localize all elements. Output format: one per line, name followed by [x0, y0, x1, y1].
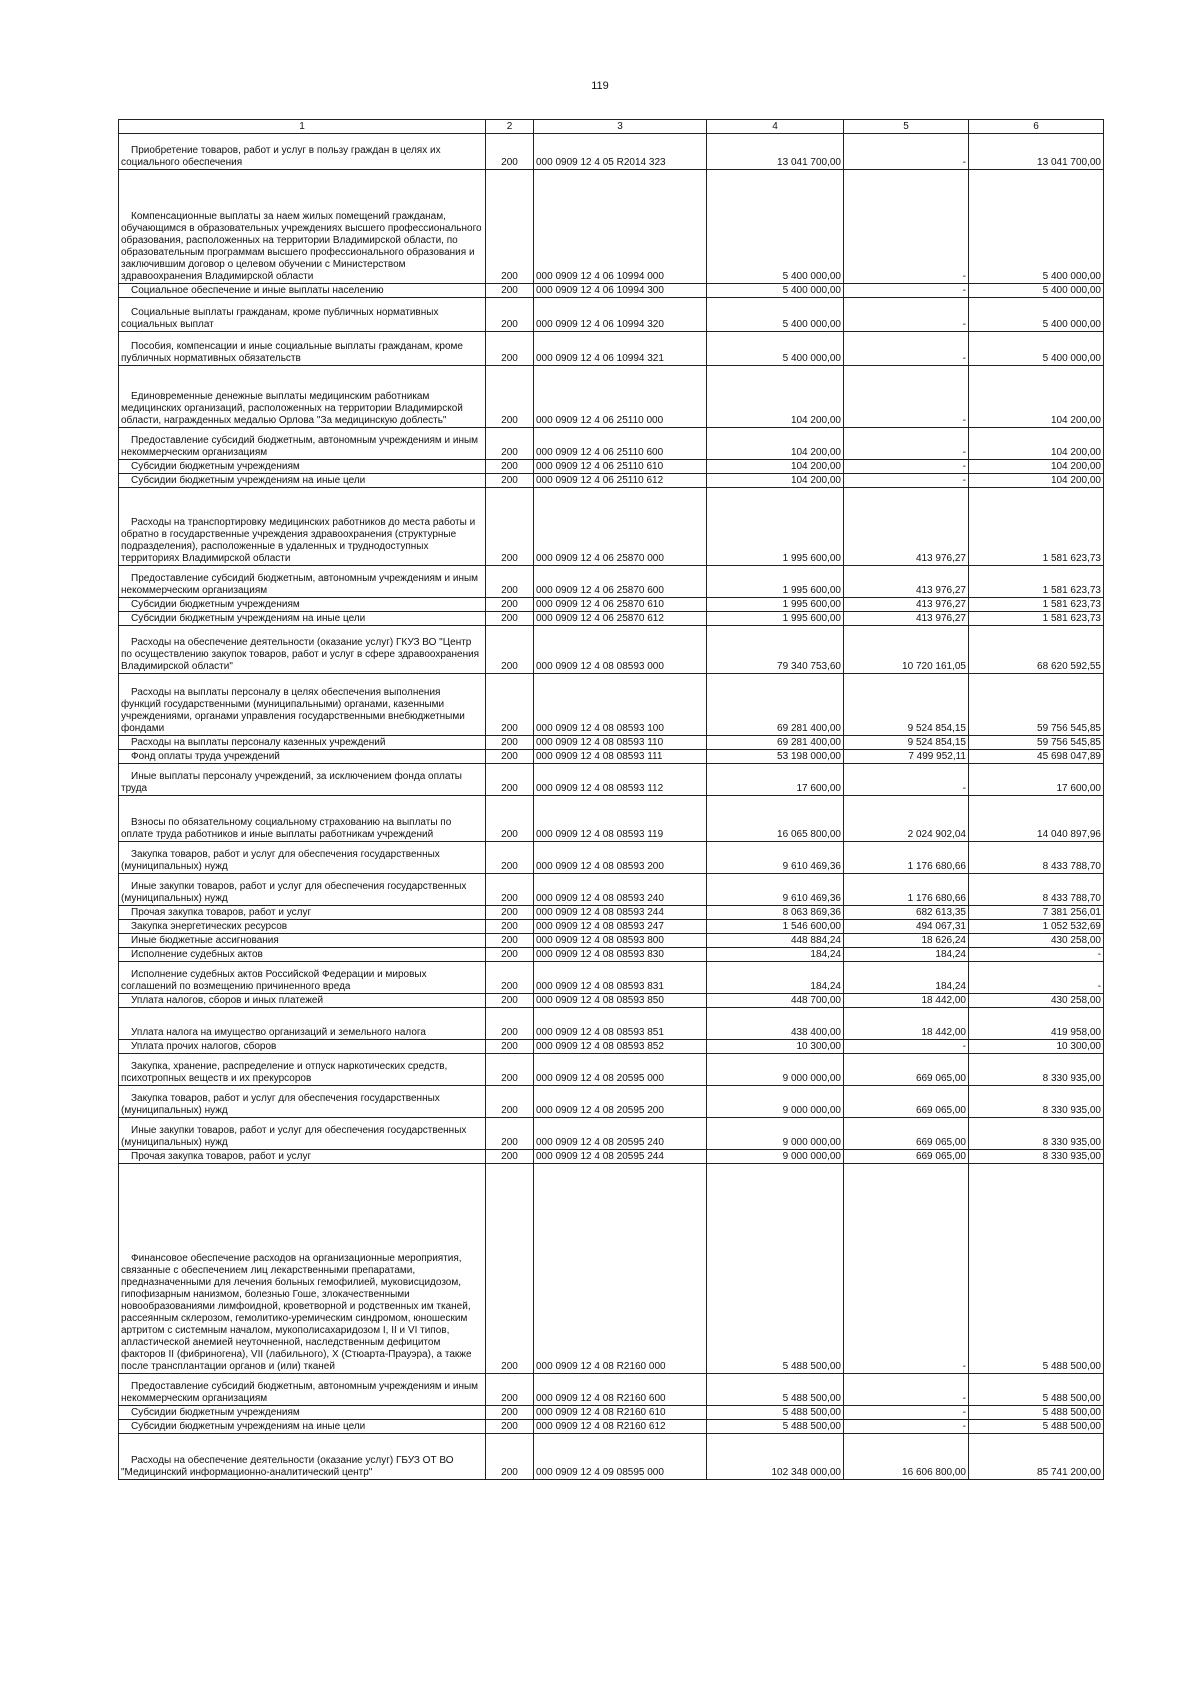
row-grbs: 200	[486, 842, 534, 874]
row-name: Уплата прочих налогов, сборов	[119, 1040, 486, 1054]
row-grbs: 200	[486, 460, 534, 474]
row-col5: 1 176 680,66	[844, 842, 969, 874]
row-name: Расходы на выплаты персоналу в целях обеспечения выполнения функций государственными (муниципальными) органами, казенными учреждениями, органами управления государственными внебюджетными фондами	[119, 674, 486, 736]
row-grbs: 200	[486, 994, 534, 1008]
row-col4: 17 600,00	[707, 764, 844, 796]
row-name: Иные закупки товаров, работ и услуг для обеспечения государственных (муниципальных) нужд	[119, 874, 486, 906]
row-name: Иные закупки товаров, работ и услуг для обеспечения государственных (муниципальных) нужд	[119, 1118, 486, 1150]
row-col5: 669 065,00	[844, 1118, 969, 1150]
row-col6: 5 488 500,00	[969, 1374, 1104, 1406]
row-col4: 5 400 000,00	[707, 170, 844, 284]
row-col6: 5 488 500,00	[969, 1164, 1104, 1374]
row-col6: 430 258,00	[969, 994, 1104, 1008]
row-col4: 104 200,00	[707, 428, 844, 460]
header-col-3: 3	[534, 120, 707, 134]
row-col4: 1 995 600,00	[707, 598, 844, 612]
table-row	[119, 1434, 1104, 1480]
row-code: 000 0909 12 4 06 25110 600	[534, 428, 707, 460]
row-grbs: 200	[486, 428, 534, 460]
row-grbs: 200	[486, 366, 534, 428]
table-row	[119, 474, 1104, 488]
table-row	[119, 764, 1104, 796]
header-col-4: 4	[707, 120, 844, 134]
row-code: 000 0909 12 4 06 25110 610	[534, 460, 707, 474]
row-code: 000 0909 12 4 08 08593 200	[534, 842, 707, 874]
row-name: Субсидии бюджетным учреждениям на иные цели	[119, 474, 486, 488]
row-col4: 9 000 000,00	[707, 1086, 844, 1118]
row-col6: 104 200,00	[969, 460, 1104, 474]
row-grbs: 200	[486, 474, 534, 488]
row-col4: 5 488 500,00	[707, 1374, 844, 1406]
table-row	[119, 1118, 1104, 1150]
table-row	[119, 332, 1104, 366]
row-code: 000 0909 12 4 08 08593 800	[534, 934, 707, 948]
row-name: Субсидии бюджетным учреждениям	[119, 1406, 486, 1420]
row-name: Социальные выплаты гражданам, кроме публичных нормативных социальных выплат	[119, 298, 486, 332]
row-code: 000 0909 12 4 06 25870 000	[534, 488, 707, 566]
row-col4: 53 198 000,00	[707, 750, 844, 764]
row-name: Взносы по обязательному социальному страхованию на выплаты по оплате труда работников и иные выплаты работникам учреждений	[119, 796, 486, 842]
row-col5: -	[844, 764, 969, 796]
row-code: 000 0909 12 4 08 08593 244	[534, 906, 707, 920]
row-col6: 5 400 000,00	[969, 170, 1104, 284]
row-col5: 669 065,00	[844, 1086, 969, 1118]
row-name: Закупка энергетических ресурсов	[119, 920, 486, 934]
row-col6: 8 330 935,00	[969, 1118, 1104, 1150]
row-grbs: 200	[486, 962, 534, 994]
row-name: Исполнение судебных актов Российской Федерации и мировых соглашений по возмещению причиненного вреда	[119, 962, 486, 994]
row-col5: 1 176 680,66	[844, 874, 969, 906]
row-code: 000 0909 12 4 09 08595 000	[534, 1434, 707, 1480]
row-name: Компенсационные выплаты за наем жилых помещений гражданам, обучающимся в образовательных учреждениях высшего профессионального образования, расположенных на территории Владимирской области, по образовательным программам высшего профессионального образования и заключившим договор о целевом обучении с Министерством здравоохранения Владимирской области	[119, 170, 486, 284]
row-col4: 9 610 469,36	[707, 842, 844, 874]
row-col6: 5 488 500,00	[969, 1406, 1104, 1420]
row-col6: 8 330 935,00	[969, 1150, 1104, 1164]
row-col6: 14 040 897,96	[969, 796, 1104, 842]
row-grbs: 200	[486, 1374, 534, 1406]
row-grbs: 200	[486, 598, 534, 612]
budget-table	[118, 119, 1104, 1480]
row-col4: 104 200,00	[707, 460, 844, 474]
row-code: 000 0909 12 4 08 08593 240	[534, 874, 707, 906]
row-col5: 184,24	[844, 962, 969, 994]
row-col6: 1 581 623,73	[969, 598, 1104, 612]
row-grbs: 200	[486, 1406, 534, 1420]
header-col-2: 2	[486, 120, 534, 134]
row-grbs: 200	[486, 170, 534, 284]
row-col4: 184,24	[707, 962, 844, 994]
row-col5: 682 613,35	[844, 906, 969, 920]
row-col4: 5 488 500,00	[707, 1406, 844, 1420]
row-name: Уплата налога на имущество организаций и земельного налога	[119, 1008, 486, 1040]
table-row	[119, 1008, 1104, 1040]
table-row	[119, 612, 1104, 626]
row-col6: 104 200,00	[969, 428, 1104, 460]
row-name: Иные бюджетные ассигнования	[119, 934, 486, 948]
row-col6: 59 756 545,85	[969, 674, 1104, 736]
row-col6: 1 052 532,69	[969, 920, 1104, 934]
table-row	[119, 298, 1104, 332]
table-row	[119, 598, 1104, 612]
row-col4: 79 340 753,60	[707, 626, 844, 674]
row-code: 000 0909 12 4 06 25870 600	[534, 566, 707, 598]
table-row	[119, 170, 1104, 284]
row-col6: 5 400 000,00	[969, 284, 1104, 298]
row-col5: -	[844, 284, 969, 298]
row-col6: 419 958,00	[969, 1008, 1104, 1040]
row-code: 000 0909 12 4 08 20595 240	[534, 1118, 707, 1150]
row-name: Прочая закупка товаров, работ и услуг	[119, 1150, 486, 1164]
row-name: Исполнение судебных актов	[119, 948, 486, 962]
table-row	[119, 566, 1104, 598]
row-col6: 68 620 592,55	[969, 626, 1104, 674]
row-col4: 184,24	[707, 948, 844, 962]
table-row	[119, 842, 1104, 874]
row-col4: 448 884,24	[707, 934, 844, 948]
row-col4: 13 041 700,00	[707, 134, 844, 170]
row-col5: -	[844, 332, 969, 366]
row-col5: 184,24	[844, 948, 969, 962]
header-col-6: 6	[969, 120, 1104, 134]
row-col4: 104 200,00	[707, 366, 844, 428]
row-col4: 9 610 469,36	[707, 874, 844, 906]
row-col4: 5 488 500,00	[707, 1164, 844, 1374]
row-col6: 8 433 788,70	[969, 842, 1104, 874]
table-row	[119, 1086, 1104, 1118]
table-row	[119, 920, 1104, 934]
row-col5: -	[844, 1164, 969, 1374]
row-col5: 413 976,27	[844, 488, 969, 566]
row-grbs: 200	[486, 736, 534, 750]
row-name: Приобретение товаров, работ и услуг в пользу граждан в целях их социального обеспечения	[119, 134, 486, 170]
row-col6: 17 600,00	[969, 764, 1104, 796]
row-col5: -	[844, 474, 969, 488]
row-col5: -	[844, 1420, 969, 1434]
row-code: 000 0909 12 4 06 10994 300	[534, 284, 707, 298]
row-col4: 5 488 500,00	[707, 1420, 844, 1434]
row-name: Единовременные денежные выплаты медицинским работникам медицинских организаций, расположенных на территории Владимирской области, награжденных медалью Орлова "За медицинскую доблесть"	[119, 366, 486, 428]
row-grbs: 200	[486, 626, 534, 674]
row-col5: 494 067,31	[844, 920, 969, 934]
row-grbs: 200	[486, 284, 534, 298]
row-col6: -	[969, 962, 1104, 994]
row-col5: -	[844, 366, 969, 428]
row-col6: 1 581 623,73	[969, 612, 1104, 626]
row-col6: 1 581 623,73	[969, 488, 1104, 566]
row-col6: 5 488 500,00	[969, 1420, 1104, 1434]
row-code: 000 0909 12 4 08 08593 110	[534, 736, 707, 750]
row-col5: -	[844, 1374, 969, 1406]
row-col5: 669 065,00	[844, 1054, 969, 1086]
table-row	[119, 906, 1104, 920]
row-code: 000 0909 12 4 08 08593 112	[534, 764, 707, 796]
row-col6: 1 581 623,73	[969, 566, 1104, 598]
table-row	[119, 994, 1104, 1008]
row-code: 000 0909 12 4 08 08593 851	[534, 1008, 707, 1040]
row-col4: 8 063 869,36	[707, 906, 844, 920]
row-name: Предоставление субсидий бюджетным, автономным учреждениям и иным некоммерческим организациям	[119, 566, 486, 598]
page-number: 119	[591, 80, 609, 92]
table-row	[119, 874, 1104, 906]
row-col6: 8 330 935,00	[969, 1054, 1104, 1086]
row-col6: 8 433 788,70	[969, 874, 1104, 906]
row-name: Социальное обеспечение и иные выплаты населению	[119, 284, 486, 298]
row-grbs: 200	[486, 1040, 534, 1054]
table-row	[119, 366, 1104, 428]
row-col4: 9 000 000,00	[707, 1118, 844, 1150]
row-col5: -	[844, 460, 969, 474]
row-col4: 1 995 600,00	[707, 566, 844, 598]
row-code: 000 0909 12 4 08 R2160 600	[534, 1374, 707, 1406]
table-row	[119, 1164, 1104, 1374]
row-name: Закупка товаров, работ и услуг для обеспечения государственных (муниципальных) нужд	[119, 1086, 486, 1118]
row-code: 000 0909 12 4 05 R2014 323	[534, 134, 707, 170]
table-row	[119, 934, 1104, 948]
row-col5: 18 626,24	[844, 934, 969, 948]
row-grbs: 200	[486, 134, 534, 170]
row-name: Закупка товаров, работ и услуг для обеспечения государственных (муниципальных) нужд	[119, 842, 486, 874]
row-col4: 9 000 000,00	[707, 1150, 844, 1164]
row-grbs: 200	[486, 1054, 534, 1086]
row-col5: -	[844, 428, 969, 460]
row-col6: 85 741 200,00	[969, 1434, 1104, 1480]
row-name: Пособия, компенсации и иные социальные выплаты гражданам, кроме публичных нормативных обязательств	[119, 332, 486, 366]
row-code: 000 0909 12 4 08 08593 852	[534, 1040, 707, 1054]
row-col5: 2 024 902,04	[844, 796, 969, 842]
row-col4: 1 546 600,00	[707, 920, 844, 934]
table-row	[119, 488, 1104, 566]
row-col5: 10 720 161,05	[844, 626, 969, 674]
row-col5: 7 499 952,11	[844, 750, 969, 764]
row-col6: 13 041 700,00	[969, 134, 1104, 170]
row-col4: 448 700,00	[707, 994, 844, 1008]
row-code: 000 0909 12 4 08 08593 119	[534, 796, 707, 842]
row-col6: 10 300,00	[969, 1040, 1104, 1054]
table-row	[119, 428, 1104, 460]
row-code: 000 0909 12 4 06 10994 321	[534, 332, 707, 366]
row-col4: 102 348 000,00	[707, 1434, 844, 1480]
row-code: 000 0909 12 4 08 R2160 610	[534, 1406, 707, 1420]
row-col4: 16 065 800,00	[707, 796, 844, 842]
row-col4: 5 400 000,00	[707, 284, 844, 298]
row-code: 000 0909 12 4 06 25870 610	[534, 598, 707, 612]
row-col6: 104 200,00	[969, 474, 1104, 488]
row-code: 000 0909 12 4 06 25110 612	[534, 474, 707, 488]
row-name: Субсидии бюджетным учреждениям на иные цели	[119, 612, 486, 626]
row-grbs: 200	[486, 1008, 534, 1040]
row-col6: 59 756 545,85	[969, 736, 1104, 750]
row-grbs: 200	[486, 1150, 534, 1164]
row-code: 000 0909 12 4 08 R2160 612	[534, 1420, 707, 1434]
row-grbs: 200	[486, 906, 534, 920]
row-name: Финансовое обеспечение расходов на организационные мероприятия, связанные с обеспечением лиц лекарственными препаратами, предназначенными для лечения больных гемофилией, муковисцидозом, гипофизарным нанизмом, болезнью Гоше, злокачественными новообразованиями лимфоидной, кроветворной и родственных им тканей, рассеянным склерозом, гемолитико-уремическим синдромом, юношеским артритом с системным началом, мукополисахаридозом I, II и VI типов, апластической анемией неуточненной, наследственным дефицитом факторов II (фибриногена), VII (лабильного), X (Стюарта-Прауэра), а также после трансплантации органов и (или) тканей	[119, 1164, 486, 1374]
row-name: Уплата налогов, сборов и иных платежей	[119, 994, 486, 1008]
row-code: 000 0909 12 4 08 08593 111	[534, 750, 707, 764]
row-grbs: 200	[486, 1086, 534, 1118]
row-col6: 45 698 047,89	[969, 750, 1104, 764]
table-row	[119, 736, 1104, 750]
row-col5: 413 976,27	[844, 598, 969, 612]
row-col5: -	[844, 134, 969, 170]
row-code: 000 0909 12 4 08 20595 244	[534, 1150, 707, 1164]
row-col4: 104 200,00	[707, 474, 844, 488]
row-grbs: 200	[486, 948, 534, 962]
table-row	[119, 626, 1104, 674]
row-code: 000 0909 12 4 06 25110 000	[534, 366, 707, 428]
row-code: 000 0909 12 4 06 25870 612	[534, 612, 707, 626]
table-row	[119, 962, 1104, 994]
row-grbs: 200	[486, 488, 534, 566]
row-col4: 5 400 000,00	[707, 332, 844, 366]
row-grbs: 200	[486, 920, 534, 934]
table-row	[119, 1150, 1104, 1164]
row-grbs: 200	[486, 1434, 534, 1480]
row-col5: 413 976,27	[844, 566, 969, 598]
row-col5: 16 606 800,00	[844, 1434, 969, 1480]
row-col6: 7 381 256,01	[969, 906, 1104, 920]
row-name: Расходы на транспортировку медицинских работников до места работы и обратно в государственные учреждения здравоохранения (структурные подразделения), расположенные в удаленных и труднодоступных территориях Владимирской области	[119, 488, 486, 566]
row-col5: -	[844, 170, 969, 284]
row-grbs: 200	[486, 1118, 534, 1150]
row-name: Расходы на обеспечение деятельности (оказание услуг) ГКУЗ ВО "Центр по осуществлению закупок товаров, работ и услуг в сфере здравоохранения Владимирской области"	[119, 626, 486, 674]
row-col5: 18 442,00	[844, 994, 969, 1008]
row-name: Расходы на выплаты персоналу казенных учреждений	[119, 736, 486, 750]
row-code: 000 0909 12 4 08 20595 000	[534, 1054, 707, 1086]
row-col4: 9 000 000,00	[707, 1054, 844, 1086]
row-col6: 5 400 000,00	[969, 298, 1104, 332]
row-grbs: 200	[486, 674, 534, 736]
row-col6: 430 258,00	[969, 934, 1104, 948]
row-col4: 438 400,00	[707, 1008, 844, 1040]
row-grbs: 200	[486, 298, 534, 332]
table-row	[119, 284, 1104, 298]
row-code: 000 0909 12 4 08 08593 850	[534, 994, 707, 1008]
row-name: Фонд оплаты труда учреждений	[119, 750, 486, 764]
row-col5: 9 524 854,15	[844, 736, 969, 750]
table-row	[119, 1420, 1104, 1434]
row-code: 000 0909 12 4 08 R2160 000	[534, 1164, 707, 1374]
row-col4: 5 400 000,00	[707, 298, 844, 332]
row-col5: 413 976,27	[844, 612, 969, 626]
row-col5: -	[844, 1040, 969, 1054]
row-col6: 5 400 000,00	[969, 332, 1104, 366]
row-name: Иные выплаты персоналу учреждений, за исключением фонда оплаты труда	[119, 764, 486, 796]
row-col4: 69 281 400,00	[707, 736, 844, 750]
table-row	[119, 134, 1104, 170]
row-grbs: 200	[486, 750, 534, 764]
row-name: Предоставление субсидий бюджетным, автономным учреждениям и иным некоммерческим организациям	[119, 1374, 486, 1406]
row-grbs: 200	[486, 874, 534, 906]
row-col4: 1 995 600,00	[707, 612, 844, 626]
row-grbs: 200	[486, 934, 534, 948]
row-col6: -	[969, 948, 1104, 962]
row-name: Предоставление субсидий бюджетным, автономным учреждениям и иным некоммерческим организациям	[119, 428, 486, 460]
row-grbs: 200	[486, 796, 534, 842]
row-col6: 8 330 935,00	[969, 1086, 1104, 1118]
row-col4: 69 281 400,00	[707, 674, 844, 736]
header-col-1: 1	[119, 120, 486, 134]
row-grbs: 200	[486, 1420, 534, 1434]
row-col4: 1 995 600,00	[707, 488, 844, 566]
row-name: Закупка, хранение, распределение и отпуск наркотических средств, психотропных веществ и их прекурсоров	[119, 1054, 486, 1086]
table-row	[119, 750, 1104, 764]
row-name: Субсидии бюджетным учреждениям	[119, 460, 486, 474]
row-name: Субсидии бюджетным учреждениям на иные цели	[119, 1420, 486, 1434]
row-grbs: 200	[486, 332, 534, 366]
table-row	[119, 1040, 1104, 1054]
row-code: 000 0909 12 4 08 08593 831	[534, 962, 707, 994]
table-row	[119, 460, 1104, 474]
row-col5: -	[844, 1406, 969, 1420]
row-col5: 9 524 854,15	[844, 674, 969, 736]
row-code: 000 0909 12 4 08 08593 247	[534, 920, 707, 934]
header-col-5: 5	[844, 120, 969, 134]
row-grbs: 200	[486, 1164, 534, 1374]
row-name: Субсидии бюджетным учреждениям	[119, 598, 486, 612]
row-code: 000 0909 12 4 06 10994 320	[534, 298, 707, 332]
table-row	[119, 1054, 1104, 1086]
table-row	[119, 1374, 1104, 1406]
row-col5: 669 065,00	[844, 1150, 969, 1164]
row-code: 000 0909 12 4 08 20595 200	[534, 1086, 707, 1118]
row-grbs: 200	[486, 566, 534, 598]
row-name: Расходы на обеспечение деятельности (оказание услуг) ГБУЗ ОТ ВО "Медицинский информационно-аналитический центр"	[119, 1434, 486, 1480]
row-col5: -	[844, 298, 969, 332]
table-row	[119, 1406, 1104, 1420]
header-row	[119, 120, 1104, 134]
row-code: 000 0909 12 4 08 08593 100	[534, 674, 707, 736]
table-row	[119, 948, 1104, 962]
row-code: 000 0909 12 4 06 10994 000	[534, 170, 707, 284]
row-col6: 104 200,00	[969, 366, 1104, 428]
table-row	[119, 674, 1104, 736]
row-col4: 10 300,00	[707, 1040, 844, 1054]
row-grbs: 200	[486, 764, 534, 796]
row-name: Прочая закупка товаров, работ и услуг	[119, 906, 486, 920]
row-code: 000 0909 12 4 08 08593 830	[534, 948, 707, 962]
row-col5: 18 442,00	[844, 1008, 969, 1040]
row-grbs: 200	[486, 612, 534, 626]
table-row	[119, 796, 1104, 842]
row-code: 000 0909 12 4 08 08593 000	[534, 626, 707, 674]
